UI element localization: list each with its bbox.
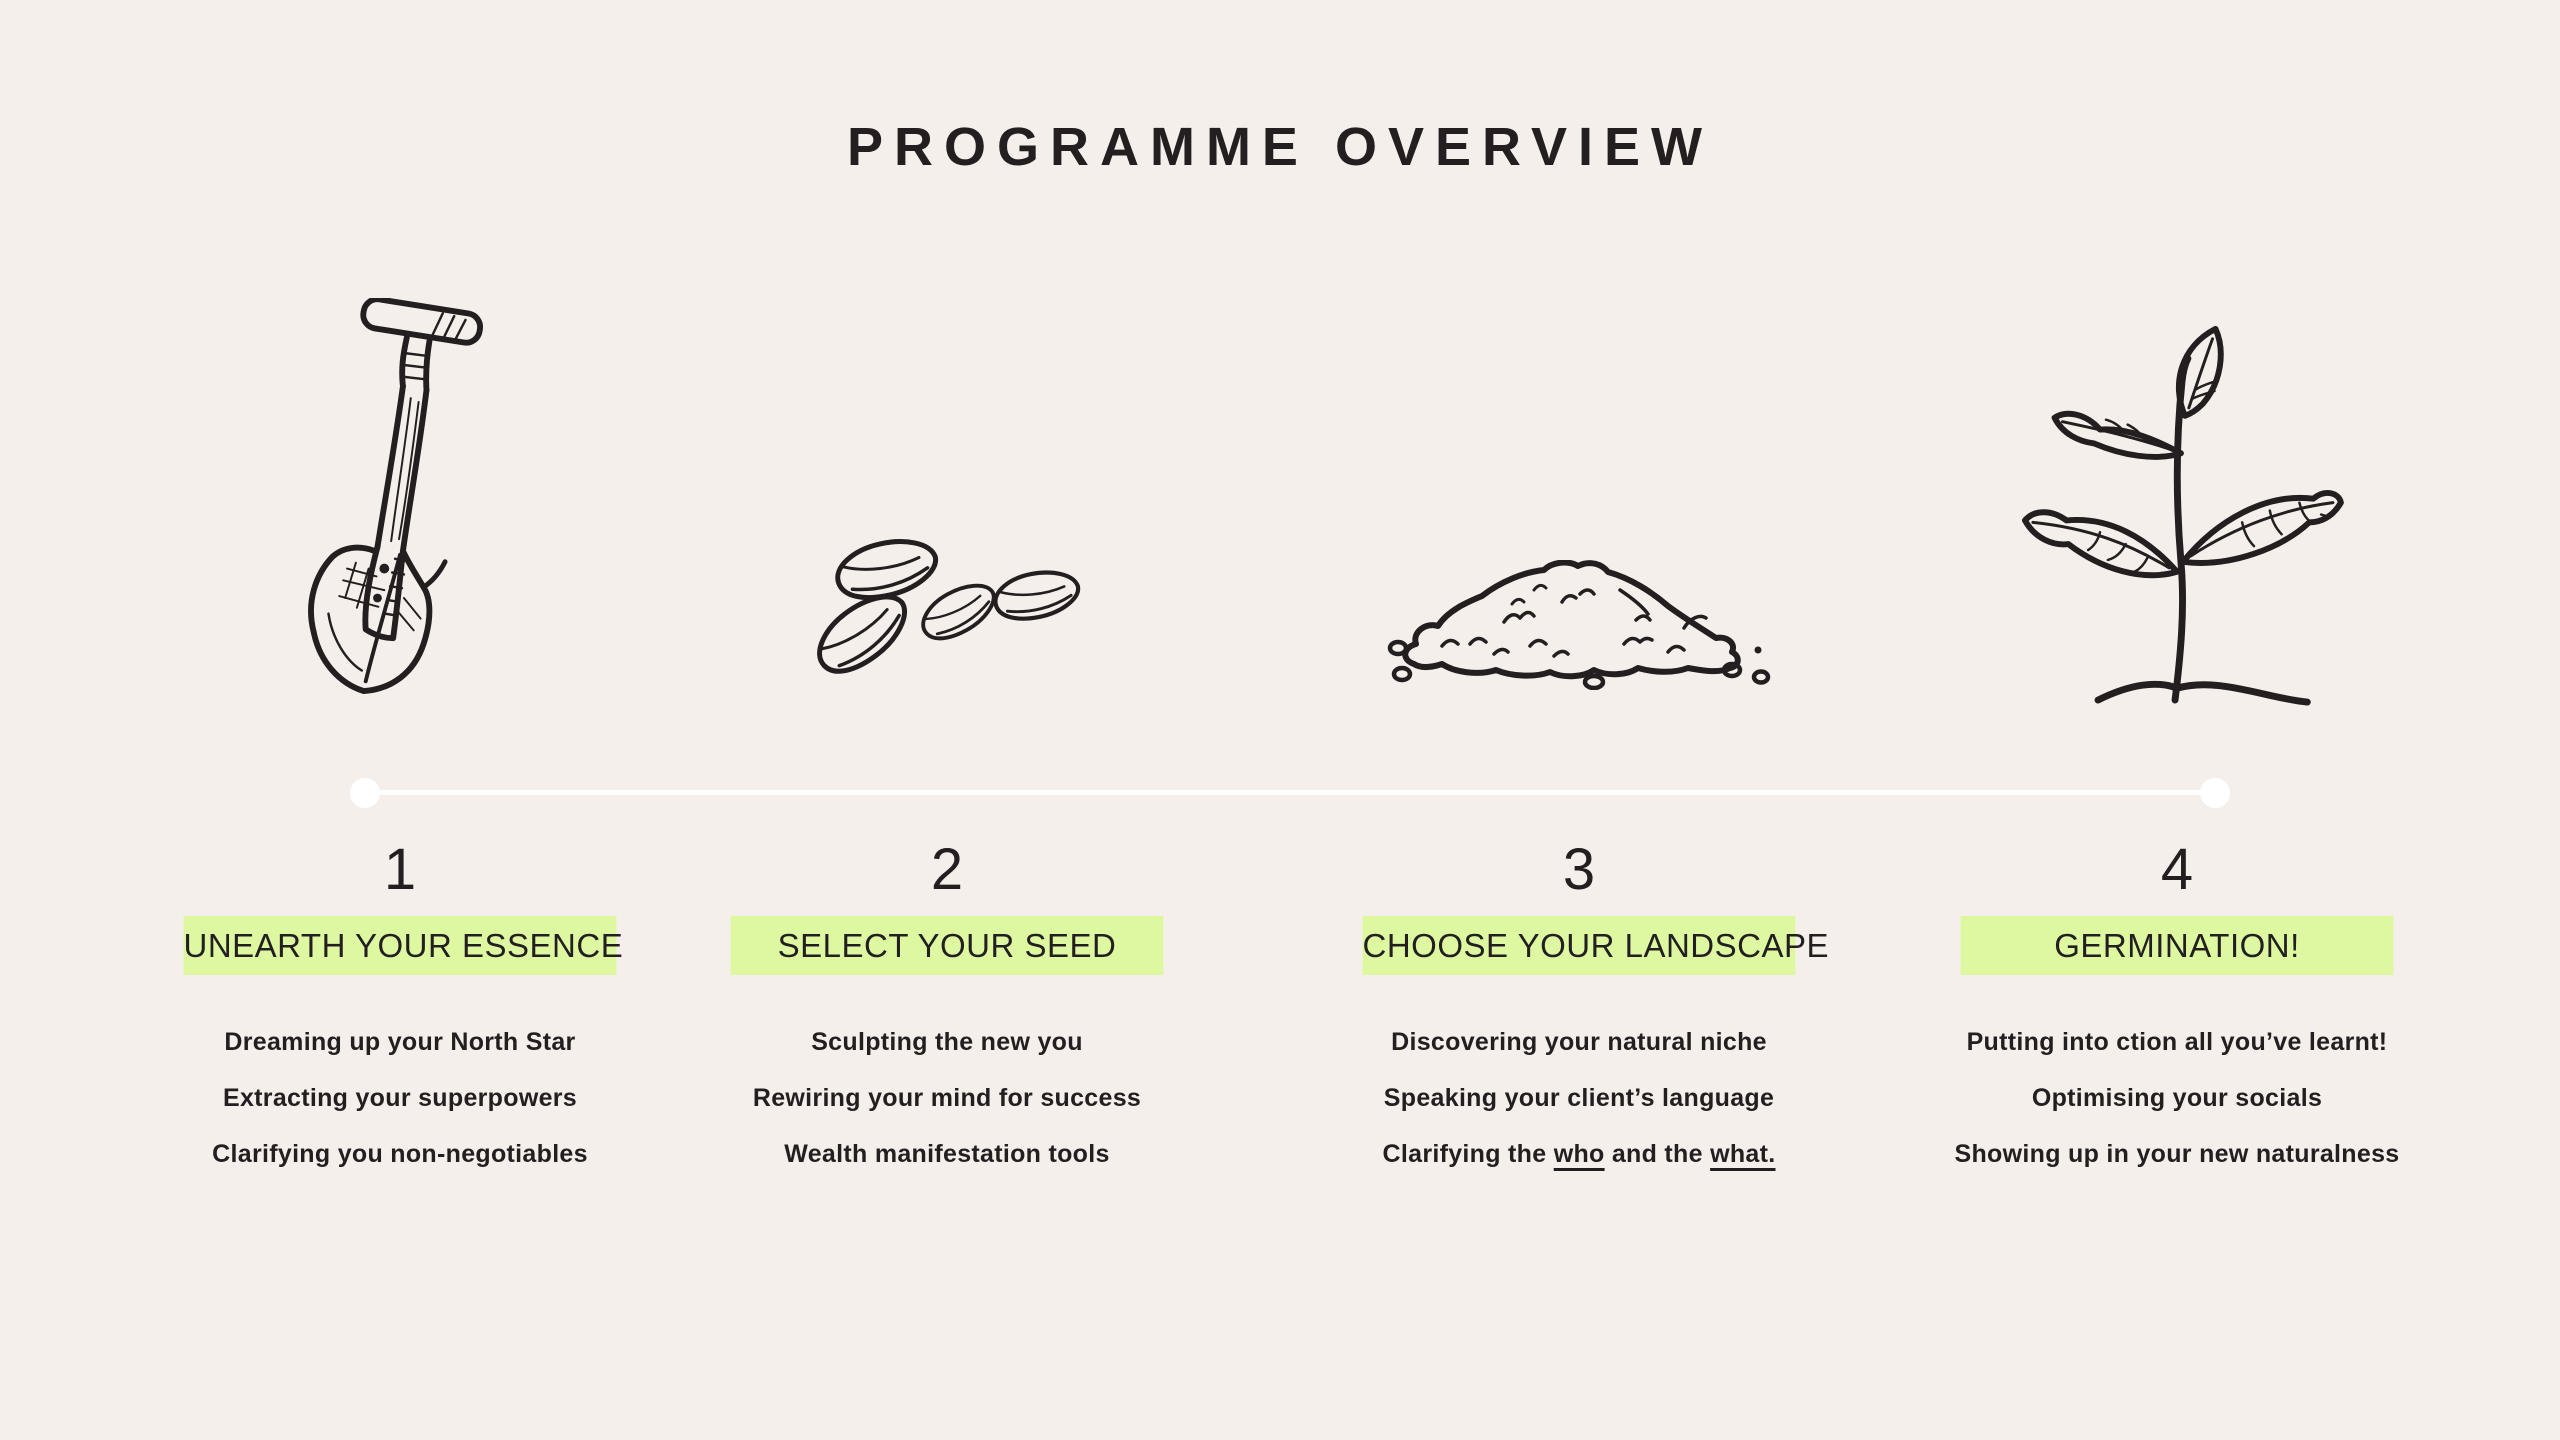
step-column (140, 0, 660, 1440)
description-line: Clarifying the who and the what. (1382, 1140, 1776, 1168)
step-number: 4 (2160, 837, 2194, 902)
step-illustration (687, 278, 1207, 706)
description-line: Extracting your superpowers (222, 1084, 578, 1112)
description-line: Rewiring your mind for success (752, 1084, 1142, 1112)
shovel-illustration (302, 298, 498, 700)
soil-pile-illustration (1384, 560, 1774, 690)
step-description (687, 1014, 1207, 1182)
step-column (1319, 0, 1839, 1440)
step-number: 1 (383, 837, 417, 902)
step-title: UNEARTH YOUR ESSENCE (184, 916, 617, 975)
step-column (687, 0, 1207, 1440)
description-line: Showing up in your new naturalness (1954, 1140, 2400, 1168)
description-line: Speaking your client’s language (1383, 1084, 1775, 1112)
step-illustration (1319, 278, 1839, 706)
description-line: Putting into ction all you’ve learnt! (1966, 1028, 2388, 1056)
step-number: 3 (1562, 837, 1596, 902)
description-line: Discovering your natural niche (1391, 1028, 1767, 1056)
step-title: CHOOSE YOUR LANDSCAPE (1363, 916, 1796, 975)
description-line: Optimising your socials (2031, 1084, 2323, 1112)
step-description (1917, 1014, 2437, 1182)
page-title: PROGRAMME OVERVIEW (846, 117, 1714, 177)
seeds-illustration (807, 528, 1087, 678)
sprout-illustration (2005, 321, 2350, 706)
step-illustration (140, 278, 660, 706)
step-illustration (1917, 278, 2437, 706)
step-description (140, 1014, 660, 1182)
description-line: Wealth manifestation tools (784, 1140, 1110, 1168)
description-line: Clarifying you non-negotiables (212, 1140, 588, 1168)
step-column (1917, 0, 2437, 1440)
step-title: SELECT YOUR SEED (731, 916, 1164, 975)
step-number: 2 (930, 837, 964, 902)
description-line: Sculpting the new you (811, 1028, 1083, 1056)
step-title: GERMINATION! (1961, 916, 2394, 975)
description-line: Dreaming up your North Star (224, 1028, 576, 1056)
step-description (1319, 1014, 1839, 1182)
